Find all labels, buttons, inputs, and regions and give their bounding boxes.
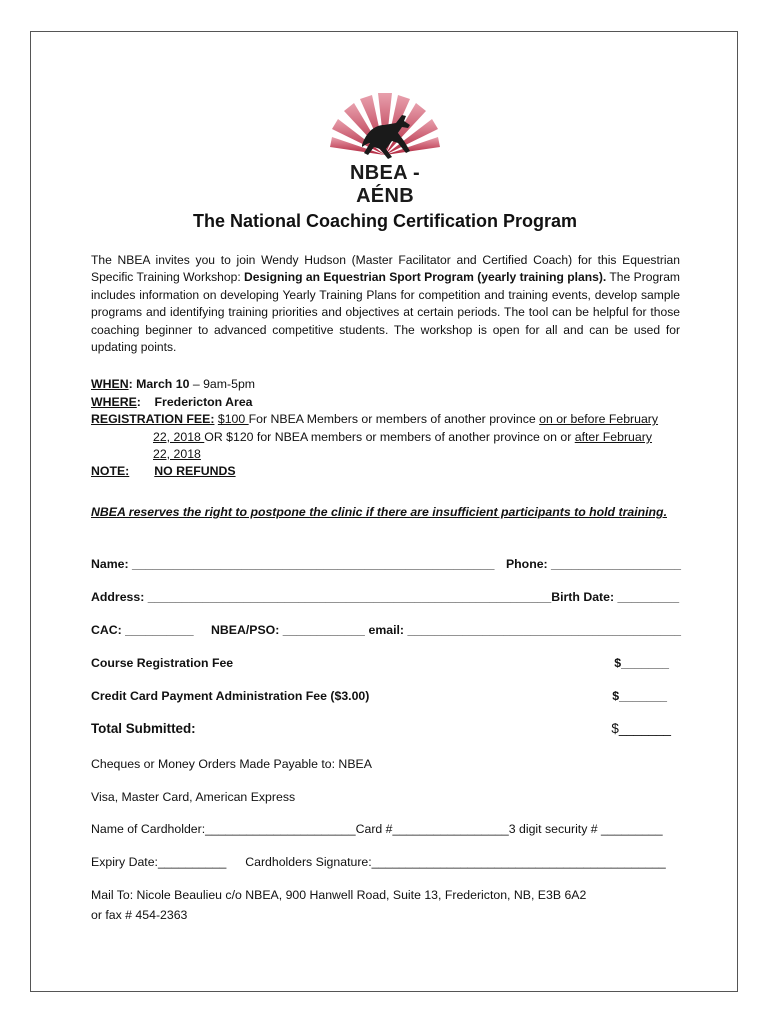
address-row [91, 590, 681, 604]
cc-fee-field[interactable]: $_______ [612, 689, 667, 703]
cheques-line: Cheques or Money Orders Made Payable to: NBEA [91, 757, 372, 771]
cc-fee-label: Credit Card Payment Administration Fee ($3.00) [91, 689, 370, 703]
course-fee-row [91, 656, 681, 670]
cac-row [91, 623, 681, 637]
signature-field[interactable]: Cardholders Signature:___________________________________________ [245, 855, 666, 869]
address-birthdate-field[interactable]: Address: ___________________________________________________________Birth Date: _________ [91, 590, 680, 604]
expiry-signature-line [91, 855, 666, 869]
mail-to-line: Mail To: Nicole Beaulieu c/o NBEA, 900 Hanwell Road, Suite 13, Fredericton, NB, E3B 6A2 [91, 888, 587, 902]
intro-paragraph: The NBEA invites you to join Wendy Hudson (Master Facilitator and Certified Coach) for this Equestrian Specific Training Workshop: Designing an Equestrian Sport Program (yearly training plans). The Program includes information on developing Yearly Training Plans for competition and training events, develop sample programs and identifying training priorities and objectives at certain periods. The tool can be helpful for those coaching beginner to advanced competitive students. The workshop is open for all and can be used for updating points. [91, 253, 680, 355]
cardholder-line[interactable]: Name of Cardholder:______________________Card #_________________3 digit security # _________ [91, 822, 663, 836]
total-field[interactable]: $_______ [611, 721, 671, 736]
course-fee-field[interactable]: $_______ [614, 656, 669, 670]
fee-line-1: REGISTRATION FEE: $100 For NBEA Members or members of another province on or before February [91, 412, 659, 426]
email-field[interactable]: email: ________________________________________ [368, 623, 681, 637]
fee-line-3: 22, 2018 [153, 447, 201, 461]
phone-field[interactable]: Phone: ___________________ [505, 557, 681, 571]
name-field[interactable]: Name: _____________________________________________________ [91, 557, 495, 571]
course-fee-label: Course Registration Fee [91, 656, 234, 670]
cards-line: Visa, Master Card, American Express [91, 790, 296, 804]
total-label: Total Submitted: [91, 721, 196, 736]
fee-line-2: 22, 2018 OR $120 for NBEA members or members of another province on or after February [153, 430, 652, 444]
logo-wordmark: NBEA - AÉNB [350, 162, 420, 207]
nbea-pso-field[interactable]: NBEA/PSO: ____________ [211, 623, 365, 637]
when-line: WHEN: March 10 – 9am-5pm [91, 377, 256, 391]
note-line: NOTE: NO REFUNDS [91, 464, 236, 478]
fax-line: or fax # 454-2363 [91, 908, 188, 922]
name-phone-row [91, 557, 681, 571]
cac-field[interactable]: CAC: __________ [91, 623, 194, 637]
cc-fee-row [91, 689, 681, 703]
expiry-field[interactable]: Expiry Date:__________ [91, 855, 227, 869]
total-row [91, 721, 681, 736]
where-line: WHERE: Fredericton Area [91, 395, 253, 409]
postpone-notice: NBEA reserves the right to postpone the clinic if there are insufficient participants to hold training. [91, 505, 667, 519]
page-title: The National Coaching Certification Program [192, 211, 578, 231]
